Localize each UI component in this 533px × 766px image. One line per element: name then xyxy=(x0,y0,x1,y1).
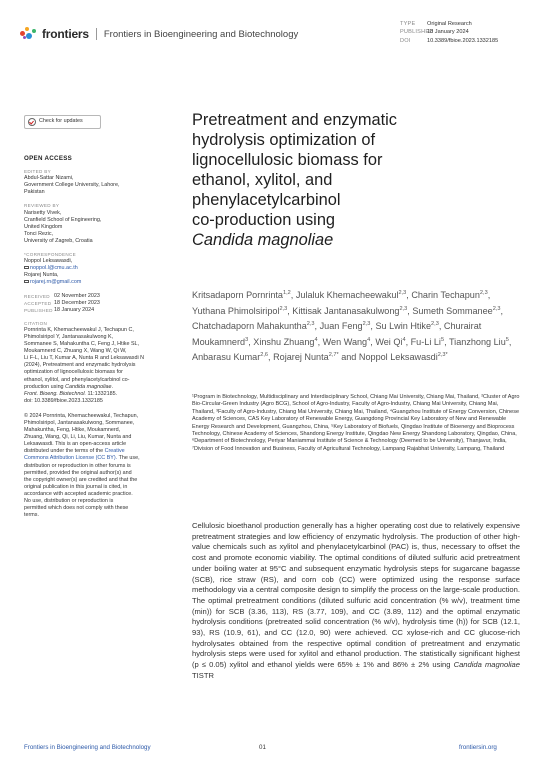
author-affiliation-marker: 4 xyxy=(314,336,318,343)
author-name[interactable]: Xinshu Zhuang xyxy=(253,336,315,347)
author-list xyxy=(192,288,522,366)
accepted-value: 18 December 2023 xyxy=(54,299,100,306)
author-name[interactable]: Wei Qi xyxy=(375,336,403,347)
citation-line: Phimolsiripol Y, Jantanasakulwong K, xyxy=(24,333,114,340)
author-name[interactable]: Wen Wang xyxy=(322,336,368,347)
license-after: The use, xyxy=(117,455,140,462)
citation-line: (2024), Pretreatment and enzymatic hydrolysis xyxy=(24,362,136,369)
check-for-updates-button[interactable] xyxy=(24,115,101,129)
email-icon xyxy=(24,280,29,284)
citation-label: CITATION xyxy=(24,320,48,326)
author-separator: , xyxy=(406,290,412,300)
journal-name: Frontiers in Bioengineering and Biotechnology xyxy=(103,28,299,40)
author-affiliation-marker: 2,3 xyxy=(479,289,488,296)
author-name[interactable]: Fu-Li Li xyxy=(410,336,441,347)
author-affiliation-marker: 2,3 xyxy=(492,305,501,312)
edited-by-label: EDITED BY xyxy=(24,169,51,175)
logo-divider xyxy=(96,28,97,40)
author-separator: , xyxy=(444,336,449,347)
page-number: 01 xyxy=(259,744,266,751)
dates-block xyxy=(24,293,184,314)
copyright-line: the copyright owner(s) are credited and that the xyxy=(24,476,138,483)
editor-line: Abdul-Sattar Nizami, xyxy=(24,175,74,182)
title-species: Candida magnoliae xyxy=(192,231,334,249)
author-name[interactable]: Su Lwin Htike xyxy=(375,321,432,332)
author-affiliation-marker: 2,3 xyxy=(399,305,408,312)
author-name[interactable]: Churairat Moukamnerd xyxy=(192,321,482,347)
copyright-line: accordance with accepted academic practice. xyxy=(24,490,133,497)
title-line: hydrolysis optimization of xyxy=(192,131,376,149)
reviewer-line: United Kingdom xyxy=(24,223,63,230)
published-label: PUBLISHED xyxy=(24,307,53,313)
copyright-line: distribution or reproduction in other forums is xyxy=(24,462,131,469)
abstract-tail: TISTR xyxy=(192,670,214,680)
author-name[interactable]: Yuthana Phimolsiripol xyxy=(192,305,280,316)
author-separator: , xyxy=(248,336,254,347)
author-affiliation-marker: 4 xyxy=(367,336,371,343)
author-name[interactable]: Anbarasu Kumar xyxy=(192,352,261,363)
citation-prod: production using xyxy=(24,383,66,390)
author-name[interactable]: Sumeth Sommanee xyxy=(412,305,493,316)
correspondence-label: *CORRESPONDENCE xyxy=(24,252,76,258)
reviewer-line: Cranfield School of Engineering, xyxy=(24,216,102,223)
author-separator: , xyxy=(370,336,376,347)
author-separator: , xyxy=(500,305,503,316)
copyright-line: Leksawasdi. This is an open-access article xyxy=(24,441,127,448)
copyright-line: Zhuang, Wang, Qi, Li, Liu, Kumar, Nunta and xyxy=(24,434,132,441)
author-affiliation-marker: 5 xyxy=(440,336,445,343)
author-affiliation-marker: 2,3 xyxy=(306,321,315,328)
citation-journal: Front. Bioeng. Biotechnol. xyxy=(24,390,87,397)
author-affiliation-marker: 2,3 xyxy=(431,321,439,328)
author-separator: , xyxy=(405,336,411,347)
copyright-line: No use, distribution or reproduction is xyxy=(24,498,114,505)
reviewer-line: Tonci Rezic, xyxy=(24,230,54,237)
reviewer-line: Narisetty Vivek, xyxy=(24,209,62,216)
abstract-body: Cellulosic bioethanol production generally has a higher operating cost due to relatively expensive pretreatment strategies and low efficiency of enzymatic hydrolysis. The production of other high-value chemicals such as xylitol and phenylacetylcarbinol (PAC) is, thus, necessary to offset the cost and promote economic viability. The optimal conditions of diluted sulfuric acid pretreatment under boiling water at 95°C and subsequent enzymatic hydrolysis steps for sugarcane bagasse (SCB), rice straw (RS), and corn cob (CC) were optimized using the response surface methodology via a central composite design to simplify the process on the large-scale production. The optimal pretreatment conditions (diluted sulfuric acid concentration (% w/v), treatment time (min)) for SCB (3.36, 113), RS (3.77, 109), and CC (3.89, 112) and the optimal enzymatic hydrolysis conditions (pretreated solid concentration (% w/v), hydrolysis time (h)) for SCB (12.1, 93), RS (10.9, 61), and CC (12.0, 90) were achieved. CC xylose-rich and CC glucose-rich hydrolysates obtained from the respective optimal condition of pretreatment and enzymatic hydrolysis steps were used for xylitol and ethanol production. The statistically significant highest (p ≤ 0.05) xylitol and ethanol yields were 65% ± 1% and 86% ± 2% using xyxy=(192,521,520,670)
reviewed-by-label: REVIEWED BY xyxy=(24,203,60,209)
type-label: TYPE xyxy=(400,21,416,27)
author-name[interactable]: and Noppol Leksawasdi xyxy=(341,352,438,363)
corr-email-link[interactable]: rojarej.rn@gmail.com xyxy=(30,279,82,286)
published-value: 18 January 2024 xyxy=(54,306,95,313)
title-line: ethanol, xylitol, and xyxy=(192,171,333,189)
check-updates-label: Check for updates xyxy=(39,118,83,125)
citation-doi[interactable]: doi: 10.3389/fbioe.2023.1332185 xyxy=(24,397,103,404)
author-affiliation-marker: 2,3 xyxy=(279,305,288,312)
copyright-line: Phimolsiripol, Jantanasakulwong, Sommanee, xyxy=(24,420,135,426)
abstract xyxy=(192,521,520,682)
title-line: phenylacetylcarbinol xyxy=(192,191,341,209)
copyright-line: © 2024 Pornrinta, Khemacheewakul, Techapun, xyxy=(24,412,139,419)
author-separator: , xyxy=(370,321,376,332)
footer-journal-link[interactable]: Frontiers in Bioengineering and Biotechnology xyxy=(24,744,151,751)
frontiers-dots-icon xyxy=(20,27,38,41)
published-value: 18 January 2024 xyxy=(427,29,469,36)
received-label: RECEIVED xyxy=(24,293,50,299)
author-separator: , xyxy=(268,352,274,363)
affiliations: ¹Program in Biotechnology, Multidisciplinary and Interdisciplinary School, Chiang Mai University, Chiang Mai, Thailand, ²Cluster of Agro Bio-Circular-Green Industry (Agro BCG), School of Agro-Industry, Faculty of Agro-Industry, Chiang Mai University, Chiang Mai, Thailand, ³Faculty of Agro-Industry, Chiang Mai University, Chiang Mai, Thailand, ⁴Guangzhou Institute of Energy Conversion, Chinese Academy of Sciences, CAS Key Laboratory of Renewable Energy, Guangdong Provincial Key Laboratory of New and Renewable Energy Research and Development, Guangzhou, China, ⁵Key Laboratory of Biofuels, Qingdao Institute of Bioenergy and Bioprocess Technology, Chinese Academy of Sciences, Shandong Energy Institute, Qingdao New Energy Shandong Laboratory, Qingdao, China, ⁶Department of Biotechnology, Periyar Maniammai Institute of Science & Technology (Deemed to be University), Thanjavur, India, ⁷Division of Food Innovation and Business, Faculty of Agricultural Technology, Lampang Rajabhat University, Lampang, Thailand xyxy=(192,394,520,452)
author-name[interactable]: Kritsadaporn Pornrinta xyxy=(192,290,283,300)
received-value: 02 November 2023 xyxy=(54,292,100,299)
corr-name: Rojarej Nunta, xyxy=(24,272,59,279)
copyright-line: Mahakuntha, Feng, Htike, Moukamnerd, xyxy=(24,427,121,434)
author-separator: , xyxy=(287,305,293,316)
citation-volume: 11:1332185. xyxy=(86,390,118,397)
title-line: lignocellulosic biomass for xyxy=(192,151,383,169)
copyright-line: terms. xyxy=(24,512,39,519)
citation-line: Pornrinta K, Khemacheewakul J, Techapun C, xyxy=(24,326,134,333)
editor-line: Pakistan xyxy=(24,189,45,196)
check-updates-icon xyxy=(28,118,36,126)
author-name[interactable]: Juan Feng xyxy=(319,321,363,332)
corr-name: Noppol Leksawasdi, xyxy=(24,258,73,265)
author-separator: , xyxy=(317,336,323,347)
copyright-line: original publication in this journal is cited, in xyxy=(24,483,128,490)
license-link[interactable]: Creative xyxy=(104,448,125,455)
author-separator: , xyxy=(407,305,413,316)
published-label: PUBLISHED xyxy=(400,29,434,36)
open-access-label: OPEN ACCESS xyxy=(24,155,73,162)
author-name[interactable]: Chatchadaporn Mahakuntha xyxy=(192,321,307,332)
title-line: Pretreatment and enzymatic xyxy=(192,111,397,129)
author-name[interactable]: Julaluk Khemacheewakul xyxy=(295,290,399,300)
author-affiliation-marker: 5 xyxy=(505,336,509,343)
author-affiliation-marker: 3 xyxy=(245,336,249,343)
article-meta xyxy=(400,20,498,45)
title-line: co-production using xyxy=(192,211,336,229)
author-separator: , xyxy=(314,321,320,332)
author-affiliation-marker: 2,7* xyxy=(328,352,339,359)
type-value: Original Research xyxy=(427,21,472,27)
citation-line: ethanol, xylitol, and phenylacetylcarbinol co- xyxy=(24,376,130,383)
author-affiliation-marker: 2,3 xyxy=(362,321,371,328)
author-name[interactable]: Charin Techapun xyxy=(411,290,480,300)
page-header xyxy=(0,0,533,52)
sidebar xyxy=(24,108,184,519)
author-name[interactable]: Kittisak Jantanasakulwong xyxy=(292,305,400,316)
author-affiliation-marker: 1,2 xyxy=(283,289,291,296)
author-affiliation-marker: 2,3 xyxy=(398,289,407,296)
citation-line: Sommanee S, Mahakuntha C, Feng J, Htike SL, xyxy=(24,341,140,348)
author-affiliation-marker: 2,3* xyxy=(437,352,448,359)
citation-species: Candida magnoliae xyxy=(65,383,112,390)
corr-email-link[interactable]: noppol.l@cmu.ac.th xyxy=(30,265,78,272)
author-separator: , xyxy=(487,290,491,300)
abstract-species: Candida magnoliae xyxy=(453,660,521,670)
citation-line: Li F-L, Liu T, Kumar A, Nunta R and Leksawasdi N xyxy=(24,355,145,362)
author-name[interactable]: Rojarej Nunta xyxy=(273,352,329,363)
author-separator: , xyxy=(508,336,512,347)
accepted-label: ACCEPTED xyxy=(24,300,52,306)
editor-line: Government College University, Lahore, xyxy=(24,182,120,189)
author-name[interactable]: Tianzhong Liu xyxy=(448,336,506,347)
email-icon xyxy=(24,266,29,270)
copyright-line: permitted which does not comply with these xyxy=(24,505,129,512)
frontiers-logo[interactable] xyxy=(20,27,298,41)
footer-site-link[interactable]: frontiersin.org xyxy=(459,744,497,751)
license-link[interactable]: Commons Attribution License (CC BY). xyxy=(24,455,118,462)
author-separator: , xyxy=(290,290,296,300)
citation-line: Moukamnerd C, Zhuang X, Wang W, Qi W, xyxy=(24,348,127,355)
author-affiliation-marker: 2,6 xyxy=(260,352,269,359)
doi-value[interactable]: 10.3389/fbioe.2023.1332185 xyxy=(427,37,499,44)
author-separator: , xyxy=(438,321,444,332)
doi-label: DOI xyxy=(400,37,411,44)
article-title xyxy=(192,110,512,250)
reviewer-line: University of Zagreb, Croatia xyxy=(24,237,93,244)
author-affiliation-marker: 4 xyxy=(402,336,406,343)
copyright-line: permitted, provided the original author(s) and xyxy=(24,469,132,476)
brand-name: frontiers xyxy=(42,27,89,41)
citation-period: . xyxy=(111,383,114,390)
citation-line: optimization of lignocellulosic biomass for xyxy=(24,369,123,376)
copyright-line: distributed under the terms of the xyxy=(24,448,104,455)
